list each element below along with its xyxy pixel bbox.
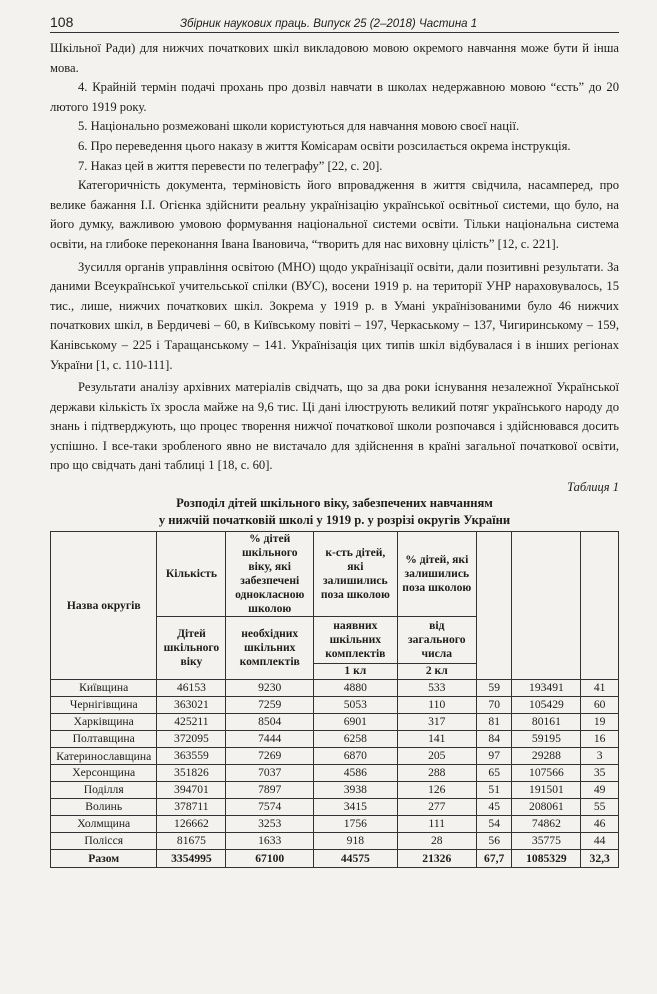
cell: Катеринославщина	[51, 748, 157, 765]
cell: 21326	[397, 850, 476, 868]
cell: 46153	[157, 680, 226, 697]
cell: 110	[397, 697, 476, 714]
cell: 7269	[226, 748, 314, 765]
cell: 59	[476, 680, 512, 697]
cell: 45	[476, 799, 512, 816]
cell: 918	[314, 833, 398, 850]
cell: 107566	[512, 765, 581, 782]
cell: 41	[581, 680, 619, 697]
cell: 191501	[512, 782, 581, 799]
cell: 46	[581, 816, 619, 833]
cell: 5053	[314, 697, 398, 714]
header-out-of-school: к-сть дітей, які залишились поза школою	[314, 532, 398, 617]
cell: 425211	[157, 714, 226, 731]
cell: 208061	[512, 799, 581, 816]
header-kilkist-sub: Дітей шкільного віку	[157, 617, 226, 680]
cell: Волинь	[51, 799, 157, 816]
table-row	[51, 816, 619, 833]
body-text	[50, 39, 619, 476]
cell: Холмщина	[51, 816, 157, 833]
cell: 6258	[314, 731, 398, 748]
table-row	[51, 714, 619, 731]
cell: 363021	[157, 697, 226, 714]
table-row	[51, 765, 619, 782]
cell: 1756	[314, 816, 398, 833]
paragraph: Шкільної Ради) для нижчих початкових шкіл викладовою мовою окремого навчання може бути й інша мова.	[50, 41, 619, 75]
cell: 70	[476, 697, 512, 714]
table-row	[51, 799, 619, 816]
cell: Чернігівщина	[51, 697, 157, 714]
cell: 126662	[157, 816, 226, 833]
page-header	[50, 14, 619, 33]
cell: 3253	[226, 816, 314, 833]
cell: 44	[581, 833, 619, 850]
cell: 54	[476, 816, 512, 833]
cell: 3938	[314, 782, 398, 799]
paragraph: Зусилля органів управління освітою (МНО) щодо українізації освіти, дали позитивні результати. За даними Всеукраїнської учительської спілки (ВУС), восени 1919 р. на території УНР нараховувалось, 15 тис., лише, нижчих початкових шкіл. Зокрема у 1919 р. в Умані українізованими було 46 нижчих початкових шкіл, в Бердичеві – 60, в Київському повіті – 197, Черкаському – 137, Чигиринському – 159, Канівському – 225 і Таращанському – 141. Українізація цих типів шкіл відбувалася і в інших регіонах України [1, с. 110-111].	[50, 259, 619, 372]
paragraph: Результати аналізу архівних матеріалів свідчать, що за два роки існування незалежної Української держави кількість їх зросла майже на 9,6 тис. Ці дані ілюструють великий потяг українського народу до знань і підтверджують, що процес творення нижчої початкової школи розпочався і здійснювався досить успішно. І все-таки зробленого явно не вистачало для здійснення в країні загальної початкової освіти, про що свідчать дані таблиці 1 [18, с. 60].	[50, 380, 619, 473]
cell: 205	[397, 748, 476, 765]
cell: 3	[581, 748, 619, 765]
cell: 35	[581, 765, 619, 782]
cell: 4586	[314, 765, 398, 782]
cell: 394701	[157, 782, 226, 799]
cell: 277	[397, 799, 476, 816]
cell: 16	[581, 731, 619, 748]
cell: 67,7	[476, 850, 512, 868]
table-row	[51, 680, 619, 697]
cell: 193491	[512, 680, 581, 697]
cell: 60	[581, 697, 619, 714]
cell: 28	[397, 833, 476, 850]
header-blank	[476, 532, 512, 680]
cell: 81	[476, 714, 512, 731]
header-1kl: 1 кл	[314, 663, 398, 679]
cell: 19	[581, 714, 619, 731]
cell: 74862	[512, 816, 581, 833]
cell: 7037	[226, 765, 314, 782]
header-2kl: 2 кл	[397, 663, 476, 679]
cell: 97	[476, 748, 512, 765]
table-row	[51, 833, 619, 850]
cell: 9230	[226, 680, 314, 697]
table-row	[51, 697, 619, 714]
paragraph: 5. Національно розмежовані школи користуються для навчання мовою своєї нації.	[78, 119, 520, 134]
cell: Полісся	[51, 833, 157, 850]
cell: 84	[476, 731, 512, 748]
cell: Київщина	[51, 680, 157, 697]
cell: 1085329	[512, 850, 581, 868]
cell: 8504	[226, 714, 314, 731]
cell: 126	[397, 782, 476, 799]
paragraph: 4. Крайній термін подачі прохань про дозвіл навчати в школах недержавною мовою “єсть” до 20 лютого 1919 року.	[50, 80, 619, 114]
cell: 59195	[512, 731, 581, 748]
paragraph: Категоричність документа, терміновість його впровадження в життя свідчила, насамперед, про велике бажання І.І. Огієнка здійснити реальну українізацію української освітньої системи, що було, на його думку, важливою умовою формування національної системи освіти. Тільки національна система освіти, на глибоке переконання Івана Івановича, “творить для нас виховну цілість” [12, с. 221].	[50, 178, 619, 251]
table-row	[51, 782, 619, 799]
cell: 81675	[157, 833, 226, 850]
cell: 65	[476, 765, 512, 782]
cell: 7897	[226, 782, 314, 799]
cell: 141	[397, 731, 476, 748]
cell: 51	[476, 782, 512, 799]
table-label: Таблиця 1	[567, 480, 619, 495]
header-out-of-school-sub: наявних шкільних комплектів	[314, 617, 398, 664]
header-percent-provided: % дітей шкільного віку, які забезпечені однокласною школою	[226, 532, 314, 617]
cell: 1633	[226, 833, 314, 850]
header-percent-provided-sub: необхідних шкільних комплектів	[226, 617, 314, 680]
cell: 49	[581, 782, 619, 799]
data-table	[50, 531, 619, 868]
header-percent-out: % дітей, які залишились поза школою	[397, 532, 476, 617]
page-number: 108	[50, 14, 74, 30]
table-row	[51, 731, 619, 748]
cell: 378711	[157, 799, 226, 816]
cell: 56	[476, 833, 512, 850]
header-kilkist: Кількість	[157, 532, 226, 617]
table-total-row	[51, 850, 619, 868]
cell: Полтавщина	[51, 731, 157, 748]
cell: 288	[397, 765, 476, 782]
cell: 105429	[512, 697, 581, 714]
cell: 32,3	[581, 850, 619, 868]
cell: 111	[397, 816, 476, 833]
cell: 35775	[512, 833, 581, 850]
paragraph: 7. Наказ цей в життя перевести по телеграфу” [22, с. 20].	[78, 158, 383, 173]
cell: 44575	[314, 850, 398, 868]
cell: 6901	[314, 714, 398, 731]
cell: 6870	[314, 748, 398, 765]
cell: 7259	[226, 697, 314, 714]
table-title	[50, 495, 619, 529]
cell: 80161	[512, 714, 581, 731]
cell: 4880	[314, 680, 398, 697]
cell: 3415	[314, 799, 398, 816]
cell: 29288	[512, 748, 581, 765]
table-row	[51, 748, 619, 765]
cell: 533	[397, 680, 476, 697]
cell: 317	[397, 714, 476, 731]
cell: Херсонщина	[51, 765, 157, 782]
paragraph: 6. Про переведення цього наказу в життя Комісарам освіти розсилається окрема інструкція.	[78, 138, 571, 153]
table-title-line: Розподіл дітей шкільного віку, забезпечених навчанням	[176, 496, 493, 511]
cell: Разом	[51, 850, 157, 868]
header-blank	[581, 532, 619, 680]
header-blank	[512, 532, 581, 680]
cell: 372095	[157, 731, 226, 748]
cell: 55	[581, 799, 619, 816]
cell: 7574	[226, 799, 314, 816]
cell: 363559	[157, 748, 226, 765]
header-percent-out-sub: від загального числа	[397, 617, 476, 664]
header-name: Назва округів	[51, 532, 157, 680]
cell: Харківщина	[51, 714, 157, 731]
cell: Поділля	[51, 782, 157, 799]
cell: 67100	[226, 850, 314, 868]
cell: 7444	[226, 731, 314, 748]
cell: 3354995	[157, 850, 226, 868]
journal-title: Збірник наукових праць. Випуск 25 (2–2018) Частина 1	[180, 18, 478, 30]
cell: 351826	[157, 765, 226, 782]
table-title-line: у нижчій початковій школі у 1919 р. у розрізі округів України	[158, 513, 511, 528]
